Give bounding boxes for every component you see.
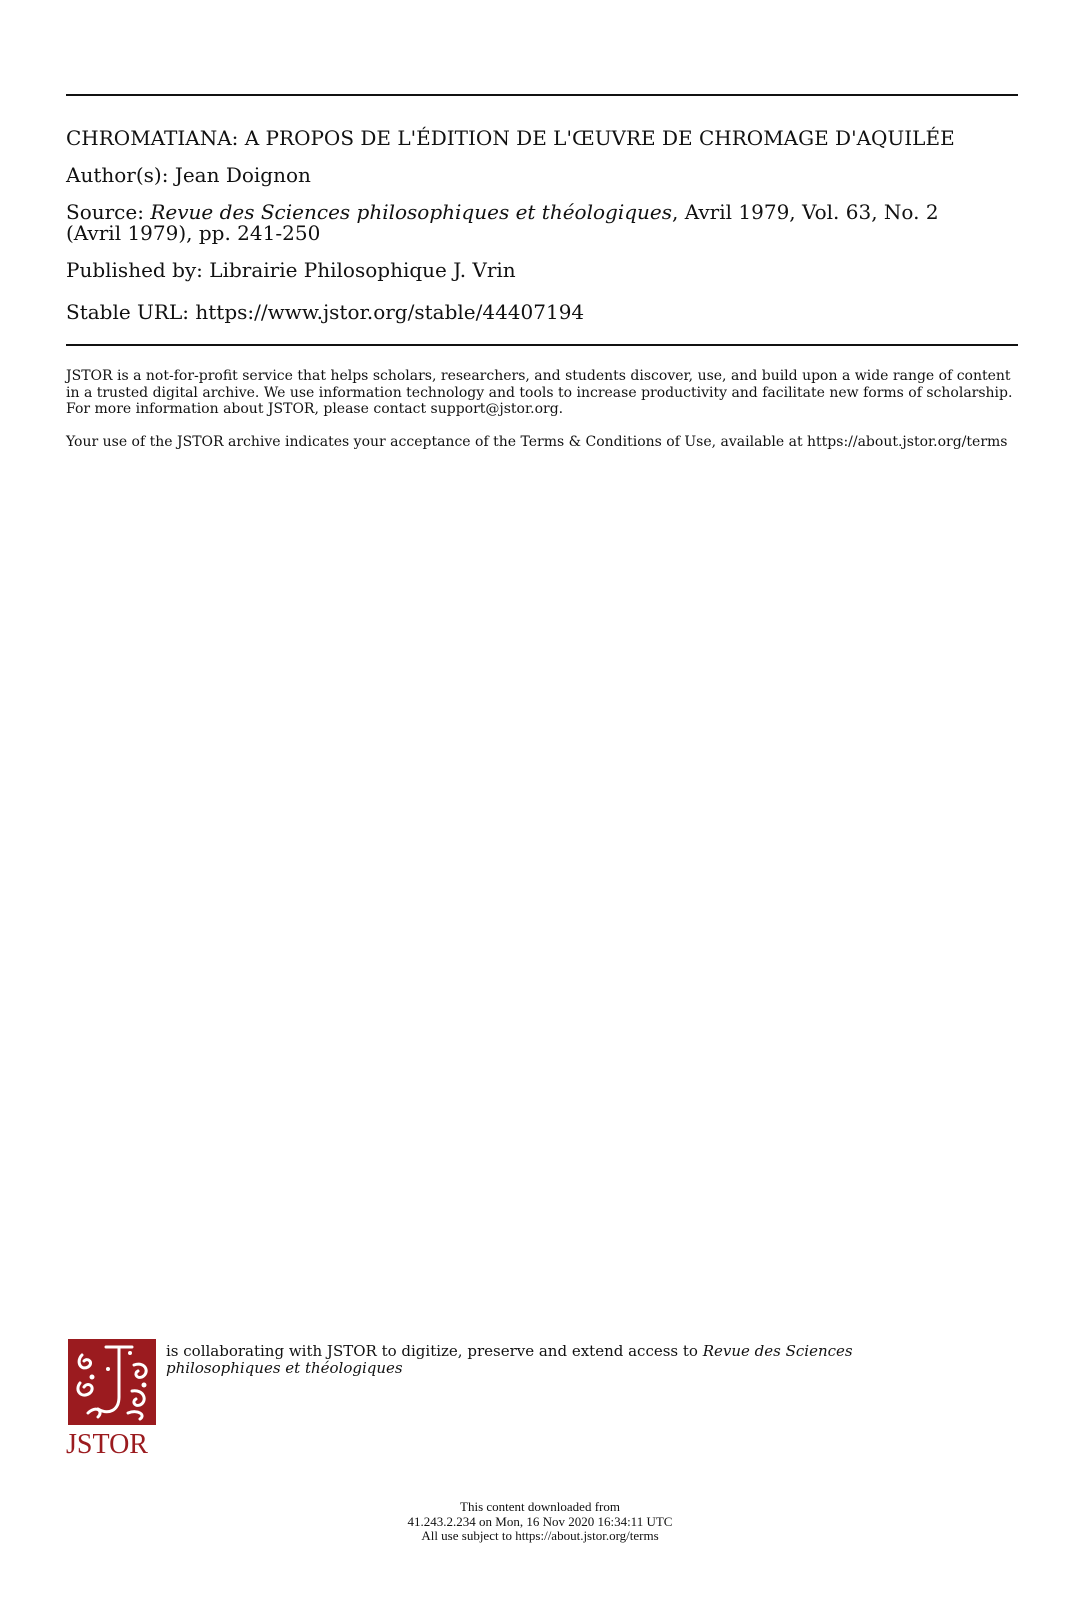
footer-line-1: This content downloaded from — [460, 1499, 620, 1514]
publisher-name[interactable]: Librairie Philosophique J. Vrin — [209, 258, 516, 282]
download-footer — [340, 1500, 740, 1544]
source-journal[interactable]: Revue des Sciences philosophiques et théologiques — [150, 200, 673, 224]
top-rule — [66, 94, 1018, 96]
stable-url-line — [66, 302, 1018, 323]
collaboration-journal[interactable]: Revue des Sciences philosophiques et théologiques — [166, 1342, 853, 1377]
collaboration-statement — [166, 1343, 926, 1377]
bottom-rule — [66, 344, 1018, 346]
collaboration-text: is collaborating with JSTOR to digitize, preserve and extend access to — [166, 1342, 698, 1360]
author-line — [66, 165, 1018, 186]
footer-line-3: All use subject to https://about.jstor.org/terms — [421, 1528, 659, 1543]
source-line — [66, 202, 1018, 244]
author-label: Author(s): — [66, 163, 169, 187]
article-title: CHROMATIANA: A PROPOS DE L'ÉDITION DE L'ŒUVRE DE CHROMAGE D'AQUILÉE — [66, 126, 955, 150]
source-pages: (Avril 1979), pp. 241-250 — [66, 221, 321, 245]
jstor-notice: JSTOR is a not-for-profit service that helps scholars, researchers, and students discover, use, and build upon a wide range of content in a trusted digital archive. We use information technology and tools to increase productivity and facilitate new forms of scholarship. For more information about JSTOR, please contact support@jstor.org. — [66, 368, 1013, 417]
jstor-wordmark: JSTOR — [66, 1429, 148, 1460]
stable-url-label: Stable URL: — [66, 300, 189, 324]
author-name: Jean Doignon — [174, 163, 311, 187]
terms-notice: Your use of the JSTOR archive indicates your acceptance of the Terms & Conditions of Use, available at https://about.jstor.org/terms — [66, 434, 1008, 450]
source-details: , Avril 1979, Vol. 63, No. 2 — [672, 200, 939, 224]
source-label: Source: — [66, 200, 144, 224]
stable-url-link[interactable]: https://www.jstor.org/stable/44407194 — [195, 300, 585, 324]
publisher-label: Published by: — [66, 258, 203, 282]
footer-line-2: 41.243.2.234 on Mon, 16 Nov 2020 16:34:11 UTC — [407, 1513, 673, 1529]
jstor-logo[interactable] — [68, 1339, 160, 1463]
publisher-line — [66, 260, 1018, 281]
